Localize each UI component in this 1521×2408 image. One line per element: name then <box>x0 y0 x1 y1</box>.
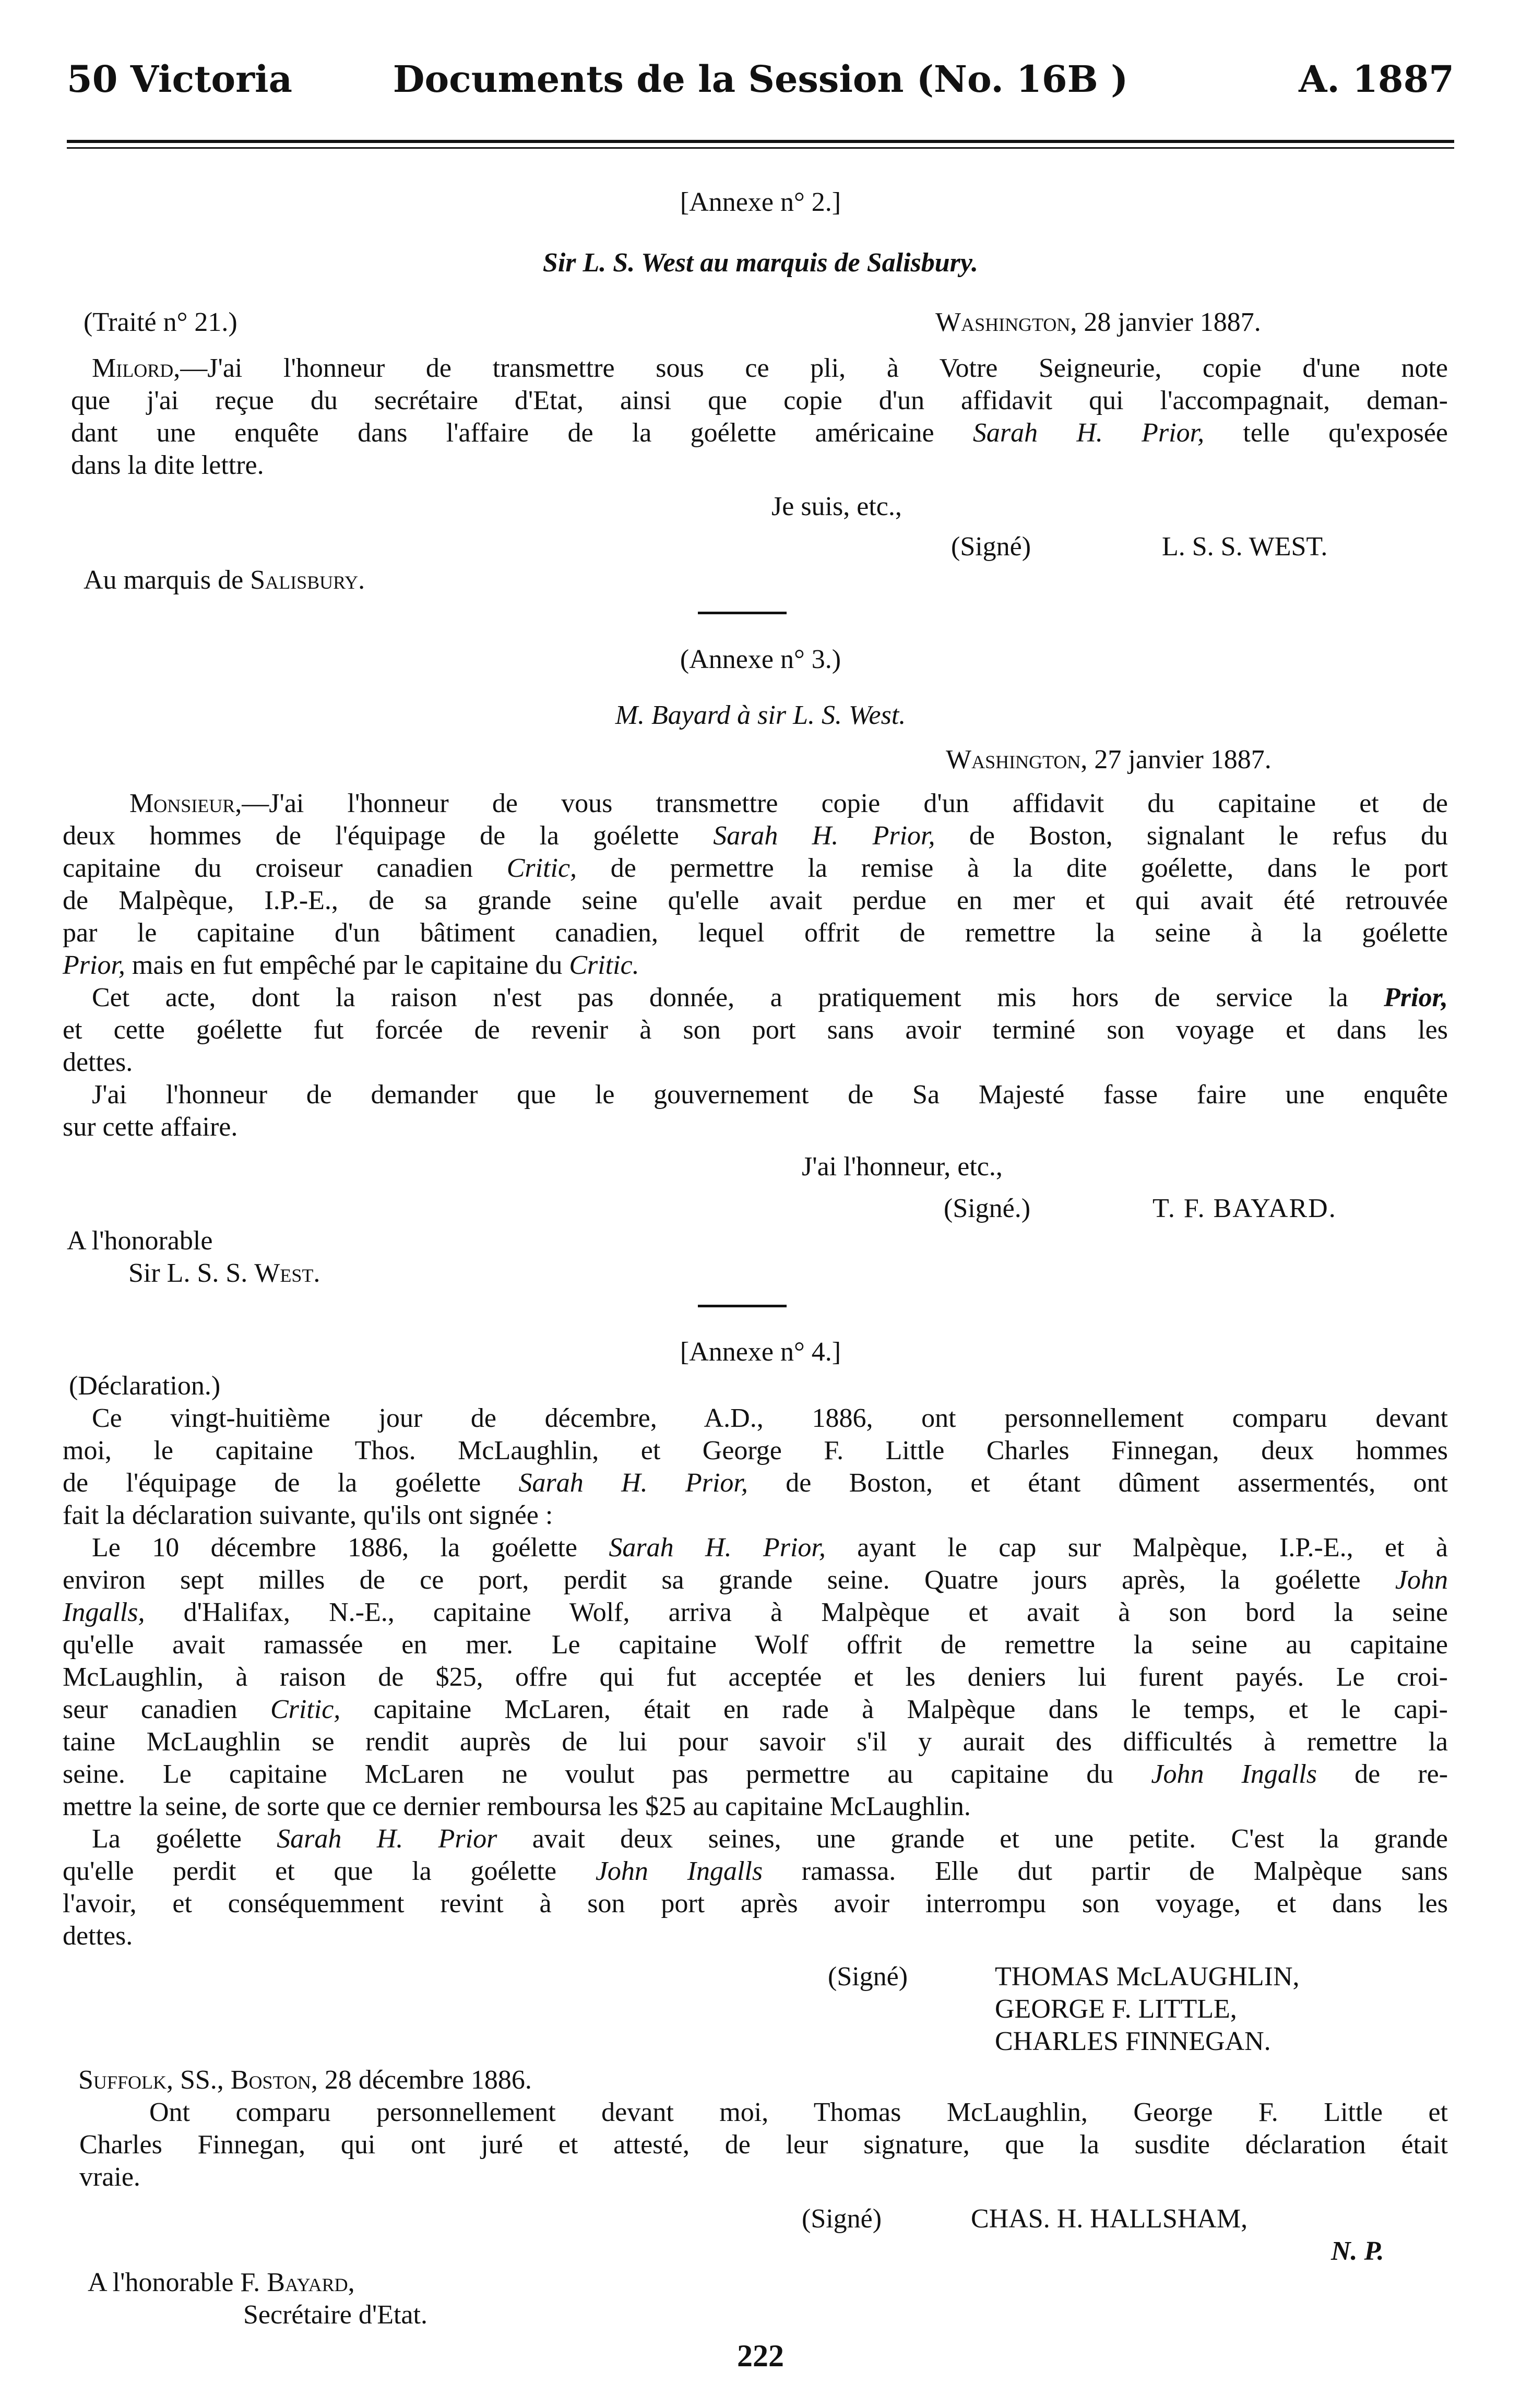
annexe-4-addressee-2: Secrétaire d'Etat. <box>243 2300 427 2330</box>
annexe-2-dateline <box>935 309 1261 336</box>
text-line: deux hommes de l'équipage de la goélette <box>63 821 714 851</box>
text-line: La goélette <box>92 1824 277 1854</box>
text-line: environ sept milles de ce port, perdit sa grande seine. Quatre jours après, la goélette <box>63 1565 1395 1595</box>
annexe-3-dateline <box>946 746 1272 773</box>
vessel-name: Sarah H. Prior, <box>518 1468 748 1498</box>
annexe-3-addressee-2 <box>128 1260 320 1287</box>
text-line: de Boston, et étant dûment assermentés, ont <box>747 1468 1448 1498</box>
annexe-4-p3-line-4: dettes. <box>63 1921 133 1951</box>
section-separator <box>698 1305 787 1307</box>
text-line: ayant le cap sur Malpèque, I.P.-E., et à <box>825 1533 1448 1563</box>
header-session-year: 50 Victoria <box>67 57 292 101</box>
notary-title: N. P. <box>1331 2236 1384 2266</box>
annexe-4-p3-line-2 <box>63 1858 1448 1885</box>
annexe-3-signe: (Signé.) <box>944 1194 1031 1223</box>
vessel-name: Ingalls, <box>63 1598 145 1627</box>
annexe-2-addressee <box>84 567 365 594</box>
text-line: Au marquis de <box>84 565 251 595</box>
dateline-place: Washington, <box>935 307 1077 337</box>
annexe-3-p2-line-3: dettes. <box>63 1047 133 1077</box>
notary-name: CHAS. H. HALLSHAM, <box>971 2204 1248 2234</box>
text-line: mais en fut empêché par le capitaine du <box>125 950 569 980</box>
annexe-4-p2-line-7: taine McLaughlin se rendit auprès de lui pour savoir s'il y aurait des difficultés à remettre la <box>63 1727 1448 1757</box>
text-line: capitaine McLaren, était en rade à Malpèque dans le temps, et le capi- <box>340 1695 1448 1724</box>
declaration-label: (Déclaration.) <box>69 1371 221 1401</box>
text-line: d'Halifax, N.-E., capitaine Wolf, arriva à Malpèque et avait à son bord la seine <box>145 1598 1448 1627</box>
annexe-4-p2-line-4: qu'elle avait ramassée en mer. Le capitaine Wolf offrit de remettre la seine au capitaine <box>63 1630 1448 1660</box>
annexe-4-p1-line-2: moi, le capitaine Thos. McLaughlin, et George F. Little Charles Finnegan, deux hommes <box>63 1436 1448 1465</box>
text-line: Cet acte, dont la raison n'est pas donnée, a pratiquement mis hors de service la <box>92 983 1384 1012</box>
page-number: 222 <box>737 2339 784 2373</box>
header-title: Documents de la Session (No. 16B ) <box>393 57 1128 101</box>
annexe-3-p2-line-2: et cette goélette fut forcée de revenir à son port sans avoir terminé son voyage et dans les <box>63 1015 1448 1045</box>
section-separator <box>698 612 787 614</box>
text-line: Le 10 décembre 1886, la goélette <box>92 1533 609 1563</box>
annexe-3-p1-line-5: par le capitaine d'un bâtiment canadien, lequel offrit de remettre la seine à la goélette <box>63 918 1448 948</box>
annexe-4-p2-line-3 <box>63 1599 1448 1626</box>
vessel-name: Prior, <box>63 950 125 980</box>
annexe-2-subtitle: Sir L. S. West au marquis de Salisbury. <box>542 248 979 278</box>
text-line: de permettre la remise à la dite goélette, dans le port <box>577 853 1448 883</box>
text-line: ramassa. Elle dut partir de Malpèque sans <box>763 1856 1448 1886</box>
annexe-4-p3-line-1 <box>92 1826 1448 1853</box>
annexe-4-p1-line-3 <box>63 1470 1448 1497</box>
annexe-3-p3-line-2: sur cette affaire. <box>63 1112 238 1142</box>
ship-name: Critic, <box>506 853 577 883</box>
text-line: de l'équipage de la goélette <box>63 1468 519 1498</box>
vessel-name: Sarah H. Prior, <box>609 1533 826 1563</box>
annexe-2-line-1 <box>92 355 1448 382</box>
annexe-4-p2-line-2 <box>63 1567 1448 1594</box>
annexe-2-signer: L. S. S. WEST. <box>1162 532 1328 562</box>
annexe-3-p1-line-4: de Malpèque, I.P.-E., de sa grande seine qu'elle avait perdue en mer et qui avait été retrouvée <box>63 886 1448 915</box>
vessel-name: John Ingalls <box>1151 1759 1317 1789</box>
notary-signe: (Signé) <box>802 2204 882 2234</box>
annexe-4-p3-line-3: l'avoir, et conséquemment revint à son port après avoir interrompu son voyage, et dans les <box>63 1889 1448 1918</box>
annexe-3-subtitle: M. Bayard à sir L. S. West. <box>615 700 906 730</box>
annexe-4-p2-line-8 <box>63 1761 1448 1788</box>
jurat-line-3: vraie. <box>79 2162 140 2192</box>
annexe-4-p2-line-9: mettre la seine, de sorte que ce dernier remboursa les $25 au capitaine McLaughlin. <box>63 1792 971 1821</box>
signer-2: GEORGE F. LITTLE, <box>995 1994 1237 2024</box>
annexe-2-line-4: dans la dite lettre. <box>71 450 264 480</box>
header-rule-thick <box>67 140 1454 143</box>
text-line: de Boston, signalant le refus du <box>935 821 1448 851</box>
dateline-place: Washington, <box>946 745 1088 774</box>
signer-3: CHARLES FINNEGAN. <box>995 2026 1271 2056</box>
ship-name: Critic, <box>270 1695 341 1724</box>
ship-name: Critic. <box>569 950 639 980</box>
dateline-date: 28 janvier 1887. <box>1077 307 1261 337</box>
vessel-name: Prior, <box>1384 983 1448 1012</box>
addressee-name: Salisbury. <box>250 565 365 595</box>
text-line: qu'elle perdit et que la goélette <box>63 1856 596 1886</box>
annexe-3-signer: T. F. BAYARD. <box>1152 1194 1337 1223</box>
annexe-3-addressee-1: A l'honorable <box>67 1226 213 1256</box>
text-line: —J'ai l'honneur de transmettre sous ce pli, à Votre Seigneurie, copie d'une note <box>180 353 1448 383</box>
vessel-name: John Ingalls <box>595 1856 763 1886</box>
annexe-3-p1-line-6 <box>63 952 639 979</box>
annexe-3-closing: J'ai l'honneur, etc., <box>802 1152 1003 1182</box>
text-line: —J'ai l'honneur de vous transmettre copie d'un affidavit du capitaine et de <box>242 789 1448 818</box>
jurat-date: 28 décembre 1886. <box>317 2065 532 2095</box>
text-line: A l'honorable F. <box>88 2268 267 2297</box>
vessel-name: Sarah H. Prior, <box>713 821 935 851</box>
text-line: avait deux seines, une grande et une petite. C'est la grande <box>497 1824 1448 1854</box>
jurat-line-2: Charles Finnegan, qui ont juré et attesté, de leur signature, que la susdite déclaration était <box>79 2130 1448 2160</box>
text-line: seur canadien <box>63 1695 270 1724</box>
annexe-4-title: [Annexe n° 4.] <box>680 1337 841 1367</box>
annexe-4-p2-line-6 <box>63 1696 1448 1723</box>
text-line: de re- <box>1317 1759 1448 1789</box>
annexe-2-closing: Je suis, etc., <box>771 492 902 521</box>
addressee-name: West. <box>254 1258 320 1288</box>
annexe-3-p1-line-1 <box>129 790 1448 817</box>
text-line: capitaine du croiseur canadien <box>63 853 507 883</box>
annexe-3-p3-line-1: J'ai l'honneur de demander que le gouvernement de Sa Majesté fasse faire une enquête <box>92 1080 1448 1110</box>
jurat-dateline <box>78 2067 532 2094</box>
annexe-4-p1-line-4: fait la déclaration suivante, qu'ils ont signée : <box>63 1500 553 1530</box>
text-line: seine. Le capitaine McLaren ne voulut pas permettre au capitaine du <box>63 1759 1151 1789</box>
annexe-3-title: (Annexe n° 3.) <box>680 645 841 674</box>
vessel-name: Sarah H. Prior, <box>972 418 1205 448</box>
jurat-place: Suffolk, SS., Boston, <box>78 2065 318 2095</box>
text-line: telle qu'exposée <box>1204 418 1448 448</box>
jurat-line-1: Ont comparu personnellement devant moi, Thomas McLaughlin, George F. Little et <box>149 2097 1448 2127</box>
text-line: Sir L. S. S. <box>128 1258 255 1288</box>
annexe-2-title: [Annexe n° 2.] <box>680 187 841 217</box>
annexe-4-addressee-1 <box>88 2269 355 2296</box>
header-year: A. 1887 <box>1299 57 1454 101</box>
vessel-name: John <box>1395 1565 1448 1595</box>
dateline-date: 27 janvier 1887. <box>1087 745 1272 774</box>
salutation: Monsieur, <box>129 789 242 818</box>
annexe-3-p1-line-3 <box>63 855 1448 882</box>
addressee-name: Bayard, <box>267 2268 355 2297</box>
salutation: Milord, <box>92 353 181 383</box>
annexe-3-p1-line-2 <box>63 822 1448 850</box>
text-line: dant une enquête dans l'affaire de la goélette américaine <box>71 418 973 448</box>
annexe-4-p2-line-5: McLaughlin, à raison de $25, offre qui fut acceptée et les deniers lui furent payés. Le croi- <box>63 1662 1448 1692</box>
annexe-2-line-3 <box>71 420 1448 447</box>
annexe-4-signe: (Signé) <box>828 1962 908 1992</box>
header-rule-thin <box>67 147 1454 149</box>
annexe-4-p2-line-1 <box>92 1534 1448 1561</box>
annexe-4-p1-line-1: Ce vingt-huitième jour de décembre, A.D., 1886, ont personnellement comparu devant <box>92 1403 1448 1433</box>
annexe-2-line-2: que j'ai reçue du secrétaire d'Etat, ainsi que copie d'un affidavit qui l'accompagnait, deman- <box>71 386 1448 415</box>
annexe-3-p2-line-1 <box>92 984 1448 1011</box>
treaty-number: (Traité n° 21.) <box>84 307 237 337</box>
vessel-name: Sarah H. Prior <box>277 1824 497 1854</box>
annexe-2-signe: (Signé) <box>951 532 1031 562</box>
signer-1: THOMAS McLAUGHLIN, <box>995 1962 1300 1992</box>
